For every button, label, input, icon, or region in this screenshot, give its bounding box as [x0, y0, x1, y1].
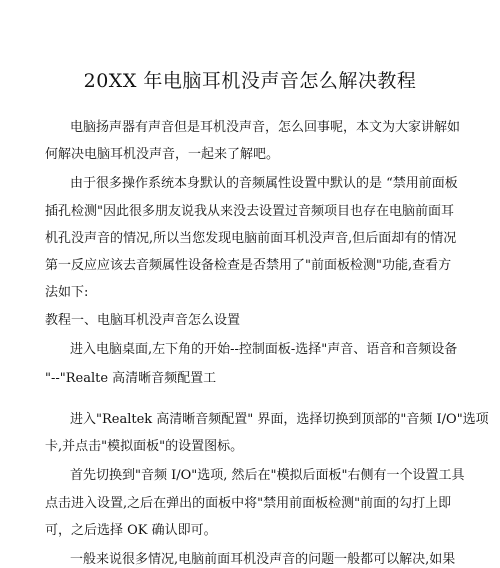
paragraph-line: 一般来说很多情况,电脑前面耳机没声音的问题一般都可以解决,如果: [70, 552, 456, 567]
paragraph-line: 进入电脑桌面,左下角的开始--控制面板-选择"声音、语音和音频设备: [70, 342, 458, 357]
paragraph-line: 首先切换到"音频 I/O"选项, 然后在"模拟后面板"右侧有一个设置工具: [70, 468, 465, 483]
paragraph-line: 可，之后选择 OK 确认即可。: [45, 523, 217, 538]
paragraph-line: 第一反应应该去音频属性设备检查是否禁用了"前面板检测"功能,查看方: [45, 258, 452, 273]
paragraph-line: 点击进入设置,之后在弹出的面板中将"禁用前面板检测"前面的勾打上即: [45, 496, 452, 511]
paragraph-line: 何解决电脑耳机没声音，一起来了解吧。: [45, 147, 280, 162]
paragraph-line: 插孔检测"因此很多朋友说我从来没去设置过音频项目也存在电脑前面耳: [45, 204, 454, 219]
document-title: 20XX 年电脑耳机没声音怎么解决教程: [83, 70, 417, 92]
paragraph-line: 机孔没声音的情况,所以当您发现电脑前面耳机没声音,但后面却有的情况: [45, 231, 457, 246]
paragraph-line: "--"Realte 高清晰音频配置工: [45, 371, 217, 386]
paragraph-line: 电脑扬声器有声音但是耳机没声音，怎么回事呢，本文为大家讲解如: [70, 120, 461, 135]
paragraph-line: 卡,并点击"模拟面板"的设置图标。: [45, 439, 244, 454]
paragraph-line: 法如下:: [45, 285, 89, 300]
section-heading: 教程一、电脑耳机没声音怎么设置: [45, 313, 241, 328]
paragraph-line: 进入"Realtek 高清晰音频配置" 界面，选择切换到顶部的"音频 I/O"选项: [70, 412, 489, 427]
paragraph-line: 由于很多操作系统本身默认的音频属性设置中默认的是 “禁用前面板: [70, 176, 458, 191]
